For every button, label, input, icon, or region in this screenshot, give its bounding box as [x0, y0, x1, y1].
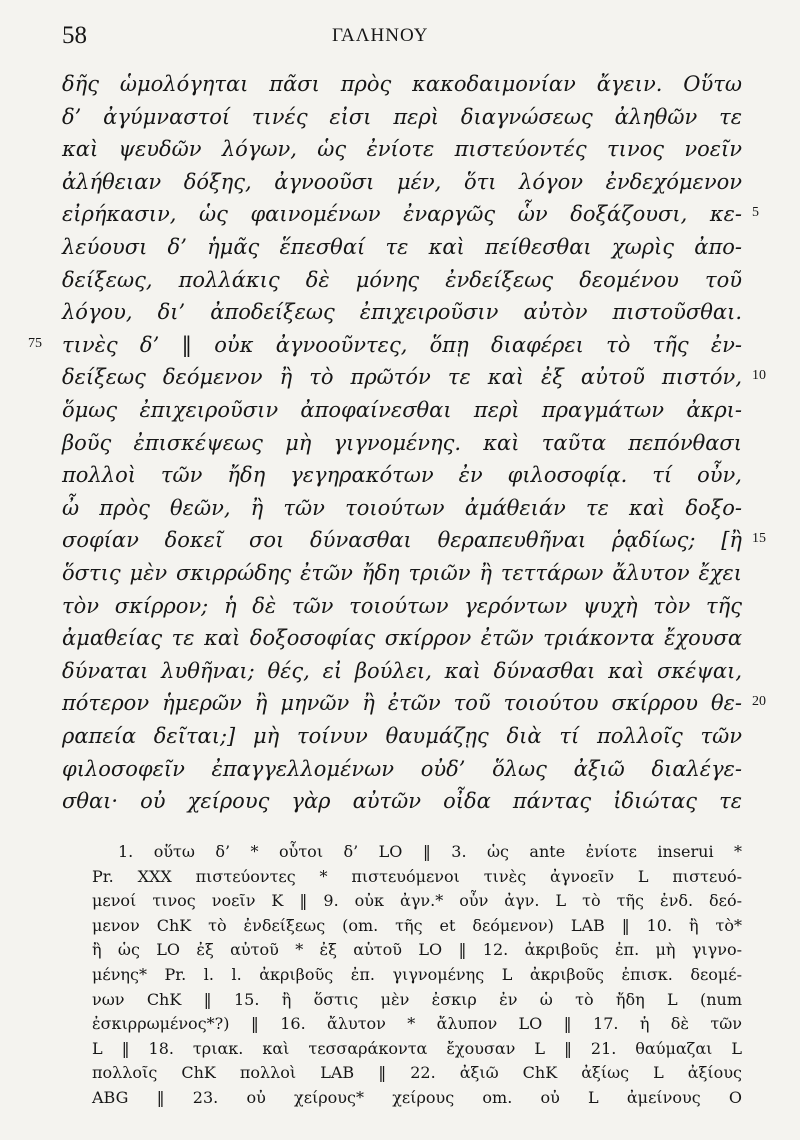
text-line: δείξεως δεόμενον ἢ τὸ πρῶτόν τε καὶ ἐξ αὐτοῦ πιστόν,: [62, 365, 742, 390]
text-line: δ’ ἀγύμναστοί τινές εἰσι περὶ διαγνώσεως ἀληθῶν τε: [62, 104, 742, 129]
line-number: 5: [752, 205, 759, 221]
apparatus-line: ἢ ὡς LO ἐξ αὐτοῦ * ἐξ αὑτοῦ LO ‖ 12. ἀκριβοῦς ἐπ. μὴ γιγνο-: [92, 940, 742, 960]
text-line: δείξεως, πολλάκις δὲ μόνης ἐνδείξεως δεομένου τοῦ: [62, 267, 742, 292]
edition-page-number: 75: [28, 335, 42, 351]
apparatus-line: Pr. XXX πιστεύοντες * πιστευόμενοι τινὲς ἀγνοεῖν L πιστευό-: [92, 866, 742, 886]
apparatus-line: ABG ‖ 23. οὐ χείρους* χείρους om. οὐ L ἀμείνους O: [92, 1088, 742, 1107]
text-line: βοῦς ἐπισκέψεως μὴ γιγνομένης. καὶ ταῦτα πεπόνθασι: [62, 430, 742, 455]
text-line: πολλοὶ τῶν ἤδη γεγηρακότων ἐν φιλοσοφίᾳ. τί οὖν,: [62, 463, 742, 488]
text-line: εἰρήκασιν, ὡς φαινομένων ἐναργῶς ὧν δοξάζουσι, κε-: [62, 202, 742, 227]
text-line: φιλοσοφεῖν ἐπαγγελλομένων οὐδ’ ὅλως ἀξιῶ διαλέγε-: [62, 756, 742, 781]
apparatus-line: μενοί τινος νοεῖν K ‖ 9. οὐκ ἀγν.* οὖν ἀγν. L τὸ τῆς ἐνδ. δεό-: [92, 891, 742, 911]
apparatus-line: μένης* Pr. l. l. ἀκριβοῦς ἐπ. γιγνομένης L ἀκριβοῦς ἐπισκ. δεομέ-: [92, 965, 742, 984]
apparatus-line: L ‖ 18. τριακ. καὶ τεσσαράκοντα ἔχουσαν L ‖ 21. θαύμαζαι L: [92, 1038, 742, 1058]
apparatus-line: 1. οὕτω δ’ * οὗτοι δ’ LO ‖ 3. ὡς ante ἐνίοτε inserui *: [118, 842, 742, 861]
text-line: ὦ πρὸς θεῶν, ἢ τῶν τοιούτων ἀμάθειάν τε καὶ δοξο-: [62, 495, 742, 520]
text-line: σθαι· οὐ χείρους γὰρ αὐτῶν οἶδα πάντας ἰδιώτας τε: [62, 789, 742, 814]
text-line: ἀμαθείας τε καὶ δοξοσοφίας σκίρρον ἐτῶν τριάκοντα ἔχουσα: [62, 626, 742, 651]
text-line: ὅμως ἐπιχειροῦσιν ἀποφαίνεσθαι περὶ πραγμάτων ἀκρι-: [62, 398, 742, 422]
apparatus-line: πολλοῖς ChK πολλοὶ LAB ‖ 22. ἀξιῶ ChK ἀξίως L ἀξίους: [92, 1063, 742, 1083]
line-number: 10: [752, 368, 766, 384]
apparatus-line: ἐσκιρρωμένος*?) ‖ 16. ἄλυτον * ἄλυπον LO ‖ 17. ἡ δὲ τῶν: [92, 1014, 742, 1034]
line-number: 15: [752, 531, 766, 547]
running-title: ΓΑΛΗΝΟΥ: [332, 25, 429, 46]
apparatus-line: μενον ChK τὸ ἐνδείξεως (om. τῆς et δεόμενον) LAB ‖ 10. ἢ τὸ*: [92, 915, 742, 935]
text-line: ὅστις μὲν σκιρρώδης ἐτῶν ἤδη τριῶν ἢ τεττάρων ἄλυτον ἔχει: [62, 561, 742, 585]
text-line: ἀλήθειαν δόξης, ἀγνοοῦσι μέν, ὅτι λόγον ἐνδεχόμενον: [62, 169, 742, 194]
page-header: [62, 22, 682, 54]
text-line: τινὲς δ’ ‖ οὐκ ἀγνοοῦντες, ὅπῃ διαφέρει τὸ τῆς ἐν-: [62, 332, 742, 357]
text-line: τὸν σκίρρον; ἡ δὲ τῶν τοιούτων γερόντων ψυχὴ τὸν τῆς: [62, 593, 742, 618]
apparatus-line: νων ChK ‖ 15. ἢ ὅστις μὲν ἐσκιρ ἐν ὡ τὸ ἤδη L (num: [92, 989, 742, 1009]
text-line: πότερον ἡμερῶν ἢ μηνῶν ἢ ἐτῶν τοῦ τοιούτου σκίρρου θε-: [62, 691, 742, 716]
text-line: ραπεία δεῖται;] μὴ τοίνυν θαυμάζῃς διὰ τί πολλοῖς τῶν: [62, 724, 742, 748]
page-number: 58: [62, 22, 87, 49]
text-line: λόγου, δι’ ἀποδείξεως ἐπιχειροῦσιν αὐτὸν πιστοῦσθαι.: [62, 300, 742, 325]
text-line: καὶ ψευδῶν λόγων, ὡς ἐνίοτε πιστεύοντές τινος νοεῖν: [62, 137, 742, 162]
text-line: δῆς ὡμολόγηται πᾶσι πρὸς κακοδαιμονίαν ἄγειν. Οὕτω: [62, 72, 742, 96]
line-number: 20: [752, 694, 766, 710]
text-line: δύναται λυθῆναι; θές, εἰ βούλει, καὶ δύνασθαι καὶ σκέψαι,: [62, 658, 742, 683]
text-line: σοφίαν δοκεῖ σοι δύνασθαι θεραπευθῆναι ῥᾳδίως; [ἢ: [62, 528, 742, 553]
text-line: λεύουσι δ’ ἡμᾶς ἕπεσθαί τε καὶ πείθεσθαι χωρὶς ἀπο-: [62, 235, 742, 259]
